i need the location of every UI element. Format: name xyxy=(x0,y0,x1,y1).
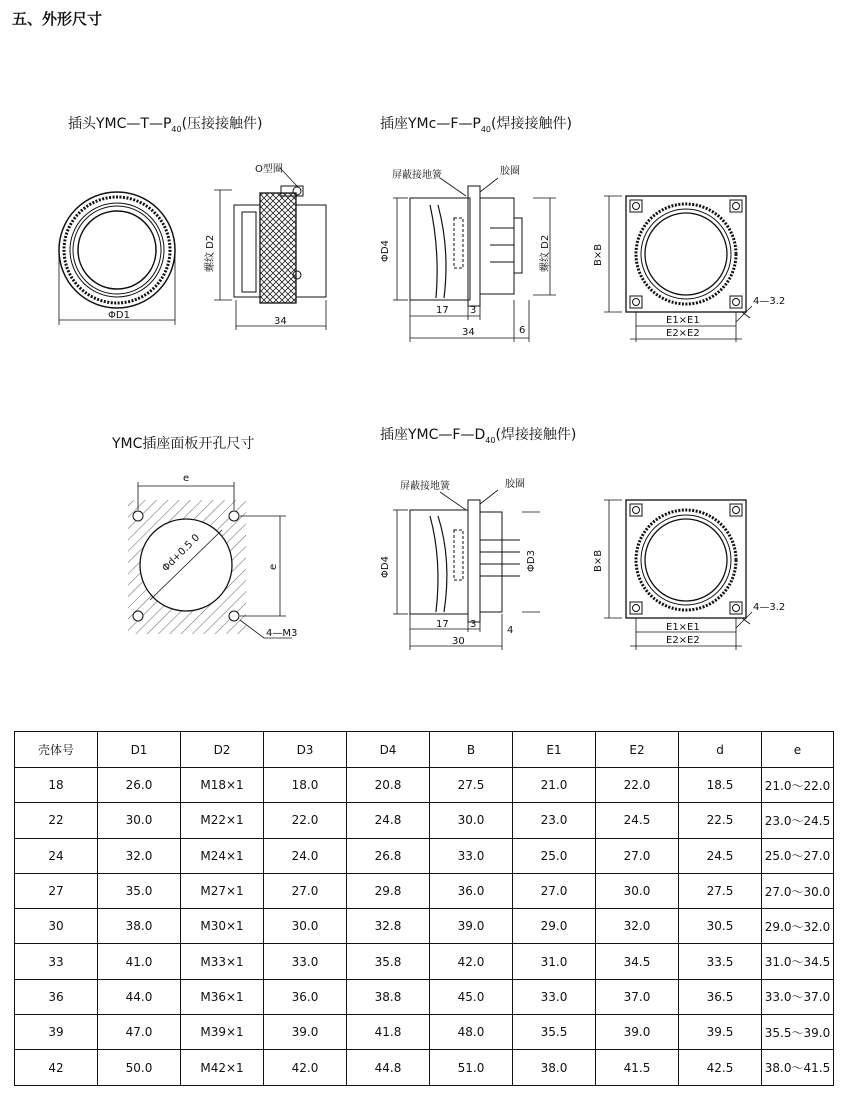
cell-d3: 24.0 xyxy=(264,838,347,873)
label-o-ring: O型圈 xyxy=(255,164,283,175)
header-cell: D3 xyxy=(264,732,347,768)
cell-b: 39.0 xyxy=(430,909,513,944)
table-row xyxy=(15,768,834,803)
plug-front-view xyxy=(59,192,175,325)
header-cell: D1 xyxy=(98,732,181,768)
cell-b: 27.5 xyxy=(430,768,513,803)
cell-e: 33.0～37.0 xyxy=(762,979,834,1014)
cell-b: 48.0 xyxy=(430,1015,513,1050)
cell-d: 27.5 xyxy=(679,873,762,908)
cell-shell: 39 xyxy=(15,1015,98,1050)
header-cell: E2 xyxy=(596,732,679,768)
cell-d4: 29.8 xyxy=(347,873,430,908)
cell-d3: 18.0 xyxy=(264,768,347,803)
cell-d2: M24×1 xyxy=(181,838,264,873)
cell-d2: M18×1 xyxy=(181,768,264,803)
label-rubber-ring-d: 胶圈 xyxy=(505,479,525,490)
cell-d1: 26.0 xyxy=(98,768,181,803)
cell-d4: 24.8 xyxy=(347,803,430,838)
caption-socket-p: 插座$YMc—F—P_{40}$(焊接接触件) xyxy=(380,116,572,134)
socket-d-side-view xyxy=(393,490,540,650)
label-e: e xyxy=(183,473,190,484)
header-cell: D4 xyxy=(347,732,430,768)
cell-e: 23.0～24.5 xyxy=(762,803,834,838)
label-phi-d-tol: Φd+0.5 0 xyxy=(160,532,203,575)
cell-e: 31.0～34.5 xyxy=(762,944,834,979)
cell-d: 33.5 xyxy=(679,944,762,979)
cell-e1: 29.0 xyxy=(513,909,596,944)
cell-d3: 42.0 xyxy=(264,1050,347,1085)
header-cell: D2 xyxy=(181,732,264,768)
cell-d4: 20.8 xyxy=(347,768,430,803)
cell-e: 25.0～27.0 xyxy=(762,838,834,873)
cell-d3: 39.0 xyxy=(264,1015,347,1050)
cell-d: 24.5 xyxy=(679,838,762,873)
table-row xyxy=(15,838,834,873)
cell-shell: 24 xyxy=(15,838,98,873)
cell-d1: 38.0 xyxy=(98,909,181,944)
cell-d: 18.5 xyxy=(679,768,762,803)
label-b-x-b-p: B×B xyxy=(593,243,604,266)
cell-d: 30.5 xyxy=(679,909,762,944)
cell-e: 35.5～39.0 xyxy=(762,1015,834,1050)
cell-d2: M22×1 xyxy=(181,803,264,838)
cell-shell: 36 xyxy=(15,979,98,1014)
plug-side-view xyxy=(214,168,326,330)
label-holes-p: 4—3.2 xyxy=(753,296,786,307)
cell-e1: 23.0 xyxy=(513,803,596,838)
cell-e1: 31.0 xyxy=(513,944,596,979)
cell-d4: 32.8 xyxy=(347,909,430,944)
cell-e2: 37.0 xyxy=(596,979,679,1014)
label-phi-d3: ΦD3 xyxy=(526,550,537,572)
cell-b: 36.0 xyxy=(430,873,513,908)
cell-d3: 36.0 xyxy=(264,979,347,1014)
socket-p-side-view xyxy=(393,178,556,342)
cell-d1: 32.0 xyxy=(98,838,181,873)
cell-e: 21.0～22.0 xyxy=(762,768,834,803)
cell-d3: 30.0 xyxy=(264,909,347,944)
label-b-x-b-d: B×B xyxy=(593,549,604,572)
label-shield-spring-d: 屏蔽接地簧 xyxy=(400,481,450,492)
label-dim-17-p: 17 xyxy=(436,305,449,316)
cell-d4: 38.8 xyxy=(347,979,430,1014)
table-row xyxy=(15,873,834,908)
cell-e1: 21.0 xyxy=(513,768,596,803)
cell-d2: M27×1 xyxy=(181,873,264,908)
table-header-row xyxy=(15,732,834,768)
cell-d: 22.5 xyxy=(679,803,762,838)
cell-d1: 30.0 xyxy=(98,803,181,838)
label-phi-d4-p: ΦD4 xyxy=(380,240,391,262)
cell-e1: 35.5 xyxy=(513,1015,596,1050)
table-row xyxy=(15,944,834,979)
table-row xyxy=(15,979,834,1014)
label-m3-holes: 4—M3 xyxy=(266,628,298,639)
panel-cutout-view xyxy=(128,482,292,638)
label-dim-17-d: 17 xyxy=(436,619,449,630)
cell-e2: 30.0 xyxy=(596,873,679,908)
cell-e2: 34.5 xyxy=(596,944,679,979)
caption-plug: 插头$YMC—T—P_{40}$(压接接触件) xyxy=(68,116,263,134)
cell-d1: 35.0 xyxy=(98,873,181,908)
cell-d3: 27.0 xyxy=(264,873,347,908)
label-thread-d2: 螺纹 D2 xyxy=(205,234,216,272)
cell-d4: 26.8 xyxy=(347,838,430,873)
cell-e2: 22.0 xyxy=(596,768,679,803)
label-e2-p: E2×E2 xyxy=(666,328,700,339)
cell-e1: 25.0 xyxy=(513,838,596,873)
cell-e: 38.0～41.5 xyxy=(762,1050,834,1085)
cell-shell: 30 xyxy=(15,909,98,944)
cell-shell: 18 xyxy=(15,768,98,803)
cell-e2: 39.0 xyxy=(596,1015,679,1050)
table-row xyxy=(15,909,834,944)
cell-d2: M33×1 xyxy=(181,944,264,979)
cell-d4: 44.8 xyxy=(347,1050,430,1085)
cell-d: 42.5 xyxy=(679,1050,762,1085)
cell-d1: 50.0 xyxy=(98,1050,181,1085)
cell-d2: M42×1 xyxy=(181,1050,264,1085)
label-shield-spring-p: 屏蔽接地簧 xyxy=(392,170,442,181)
label-e1-d: E1×E1 xyxy=(666,622,700,633)
caption-socket-d: 插座$YMC—F—D_{40}$(焊接接触件) xyxy=(380,427,577,445)
cell-d1: 44.0 xyxy=(98,979,181,1014)
label-dim-30: 30 xyxy=(452,636,465,647)
cell-shell: 42 xyxy=(15,1050,98,1085)
caption-panel-cutout: YMC插座面板开孔尺寸 xyxy=(112,436,255,452)
cell-d: 39.5 xyxy=(679,1015,762,1050)
label-rubber-ring-p: 胶圈 xyxy=(500,166,520,177)
label-dim-3-d: 3 xyxy=(470,619,477,630)
label-phi-d4-d: ΦD4 xyxy=(380,556,391,578)
label-e2-d: E2×E2 xyxy=(666,635,700,646)
cell-d1: 41.0 xyxy=(98,944,181,979)
cell-d4: 41.8 xyxy=(347,1015,430,1050)
header-cell: E1 xyxy=(513,732,596,768)
cell-e2: 32.0 xyxy=(596,909,679,944)
cell-e1: 27.0 xyxy=(513,873,596,908)
cell-shell: 27 xyxy=(15,873,98,908)
table-row xyxy=(15,1050,834,1085)
cell-e2: 24.5 xyxy=(596,803,679,838)
label-e1-p: E1×E1 xyxy=(666,315,700,326)
cell-shell: 33 xyxy=(15,944,98,979)
cell-e: 29.0～32.0 xyxy=(762,909,834,944)
cell-d2: M36×1 xyxy=(181,979,264,1014)
table-row xyxy=(15,803,834,838)
header-cell: 壳体号 xyxy=(15,732,98,768)
header-cell: B xyxy=(430,732,513,768)
label-dim-34-plug: 34 xyxy=(274,316,287,327)
dimension-table xyxy=(14,731,834,1086)
cell-b: 42.0 xyxy=(430,944,513,979)
cell-d4: 35.8 xyxy=(347,944,430,979)
cell-b: 45.0 xyxy=(430,979,513,1014)
cell-d2: M39×1 xyxy=(181,1015,264,1050)
cell-e: 27.0～30.0 xyxy=(762,873,834,908)
label-thread-d2-p: 螺纹 D2 xyxy=(540,234,551,272)
label-dim-34-p: 34 xyxy=(462,327,475,338)
cell-d3: 33.0 xyxy=(264,944,347,979)
cell-shell: 22 xyxy=(15,803,98,838)
cell-e1: 33.0 xyxy=(513,979,596,1014)
section-title: 五、外形尺寸 xyxy=(12,10,103,28)
cell-b: 51.0 xyxy=(430,1050,513,1085)
header-cell: d xyxy=(679,732,762,768)
label-phi-d1: ΦD1 xyxy=(108,310,130,321)
cell-d1: 47.0 xyxy=(98,1015,181,1050)
table-row xyxy=(15,1015,834,1050)
cell-d2: M30×1 xyxy=(181,909,264,944)
cell-e2: 41.5 xyxy=(596,1050,679,1085)
label-dim-6-p: 6 xyxy=(519,325,526,336)
label-e-vertical: e xyxy=(268,563,279,570)
label-holes-d: 4—3.2 xyxy=(753,602,786,613)
header-cell: e xyxy=(762,732,834,768)
cell-e2: 27.0 xyxy=(596,838,679,873)
cell-d3: 22.0 xyxy=(264,803,347,838)
cell-d: 36.5 xyxy=(679,979,762,1014)
cell-b: 30.0 xyxy=(430,803,513,838)
label-dim-4: 4 xyxy=(507,625,514,636)
cell-b: 33.0 xyxy=(430,838,513,873)
label-dim-3-p: 3 xyxy=(470,305,477,316)
cell-e1: 38.0 xyxy=(513,1050,596,1085)
